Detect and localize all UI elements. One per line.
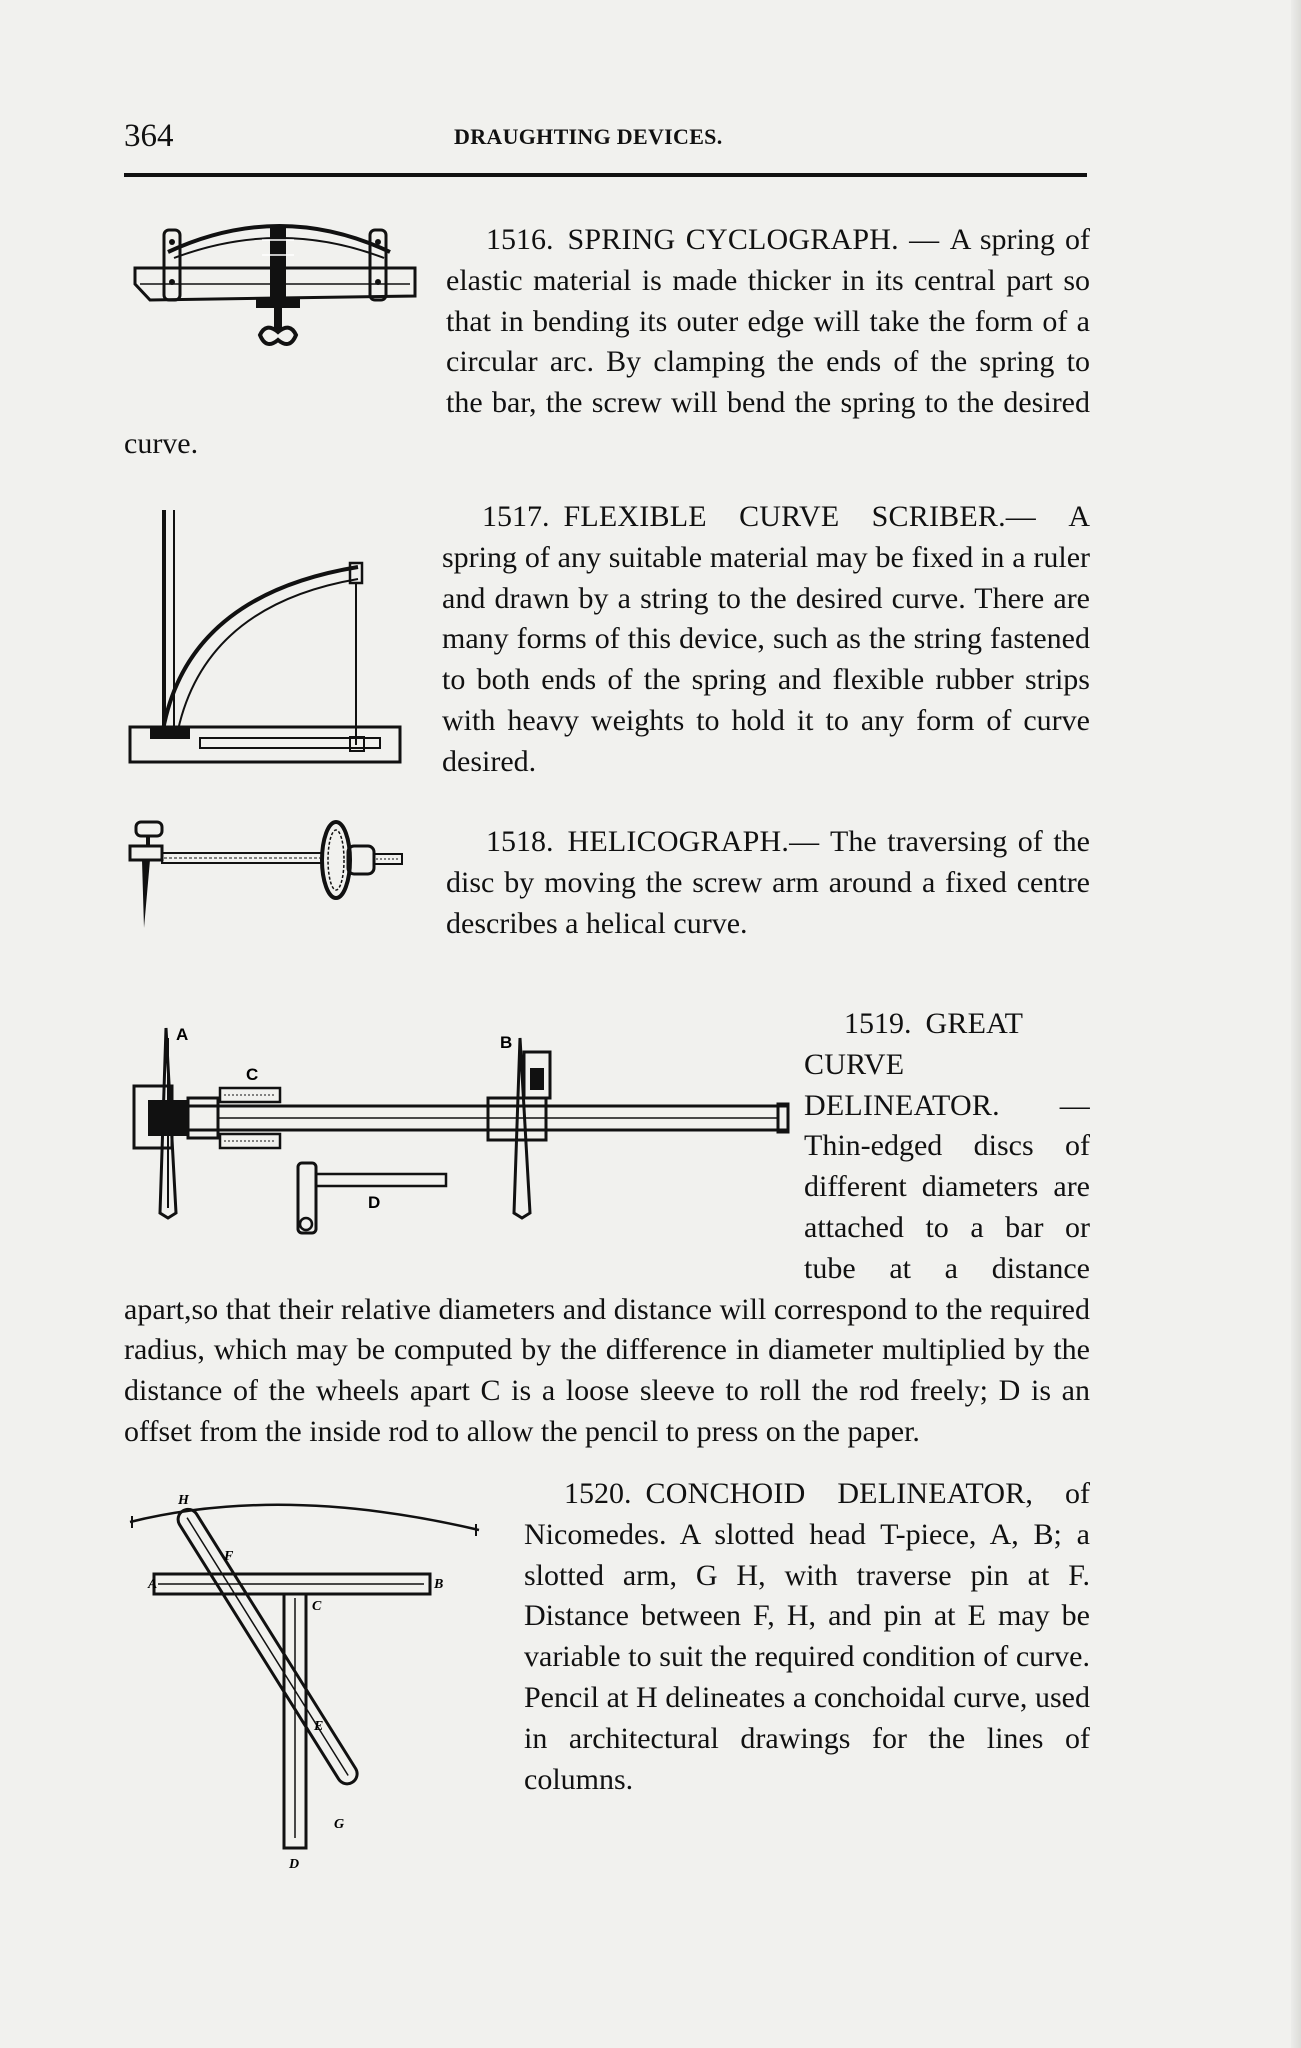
figure-spacer (124, 1474, 524, 1894)
section-1518 (124, 822, 1090, 946)
label-e: E (314, 1719, 324, 1734)
label-g: G (334, 1817, 345, 1832)
section-body: A spring of any suitable material may be fixed in a ruler and drawn by a string to the desired curve. There are many forms of this device, such as the string fastened to both ends of the spring and flexible rubber strips with heavy weights to hold it to any form of curve desired. (442, 500, 1090, 778)
header-rule (124, 173, 1087, 177)
section-heading: SPRING CYCLOGRAPH. — (567, 223, 950, 256)
label-d: D (368, 1193, 381, 1212)
section-number: 1517. (482, 500, 550, 533)
section-heading: FLEXIBLE CURVE SCRIBER.— (563, 500, 1069, 533)
section-heading: GREAT CURVE DELINEATOR. — (804, 1007, 1090, 1122)
label-a: A (176, 1025, 189, 1044)
label-c: C (246, 1065, 259, 1084)
section-body: A spring of elastic material is made thicker in its central part so that in bending its outer edge will take the form of a circular arc. By clamping the ends of the spring to the bar, the screw will bend the spring to the desired curve. (124, 223, 1091, 460)
label-b: B (500, 1033, 513, 1052)
label-f: F (224, 1549, 234, 1564)
section-1519 (124, 1004, 1090, 1453)
section-number: 1518. (486, 825, 554, 858)
page-edge (1291, 0, 1301, 2048)
section-1517 (124, 497, 1090, 797)
running-header: DRAUGHTING DEVICES. (454, 124, 723, 149)
section-heading: HELICOGRAPH.— (567, 825, 831, 858)
section-number: 1519. (844, 1007, 912, 1040)
section-heading: CONCHOID DELINEATOR, (645, 1477, 1065, 1510)
section-body: The traversing of the disc by moving the screw arm around a fixed centre describes a helical curve. (446, 825, 1090, 940)
section-number: 1520. (564, 1477, 632, 1510)
section-number: 1516. (486, 223, 554, 256)
figure-spacer (124, 220, 446, 384)
label-b: B (434, 1577, 444, 1592)
figure-spacer (124, 822, 446, 946)
figure-spacer (124, 497, 442, 797)
figure-spacer (124, 1004, 804, 1249)
label-a: A (148, 1577, 158, 1592)
page-number: 364 (124, 118, 174, 154)
section-body: Thin-edged discs of different diameters are attached to a bar or tube at a distance apart,so that their relative diameters and distance will correspond to the required radius, which may be computed by the difference in diameter multiplied by the distance of the wheels apart C is a loose sleeve to roll the rod freely; D is an offset from the inside rod to allow the pencil to press on the paper. (124, 1129, 1090, 1448)
label-c: C (312, 1599, 322, 1614)
label-d: D (289, 1857, 300, 1872)
section-body: of Nicomedes. A slotted head T-piece, A, B; a slotted arm, G H, with traverse pin at F. Distance between F, H, and pin at E may be variable to suit the required condition of curve. Pencil at H delineates a conchoidal curve, used in architectural drawings for the lines of columns. (524, 1477, 1090, 1796)
label-h: H (178, 1493, 189, 1508)
section-1516 (124, 220, 1090, 465)
section-1520 (124, 1474, 1090, 1894)
